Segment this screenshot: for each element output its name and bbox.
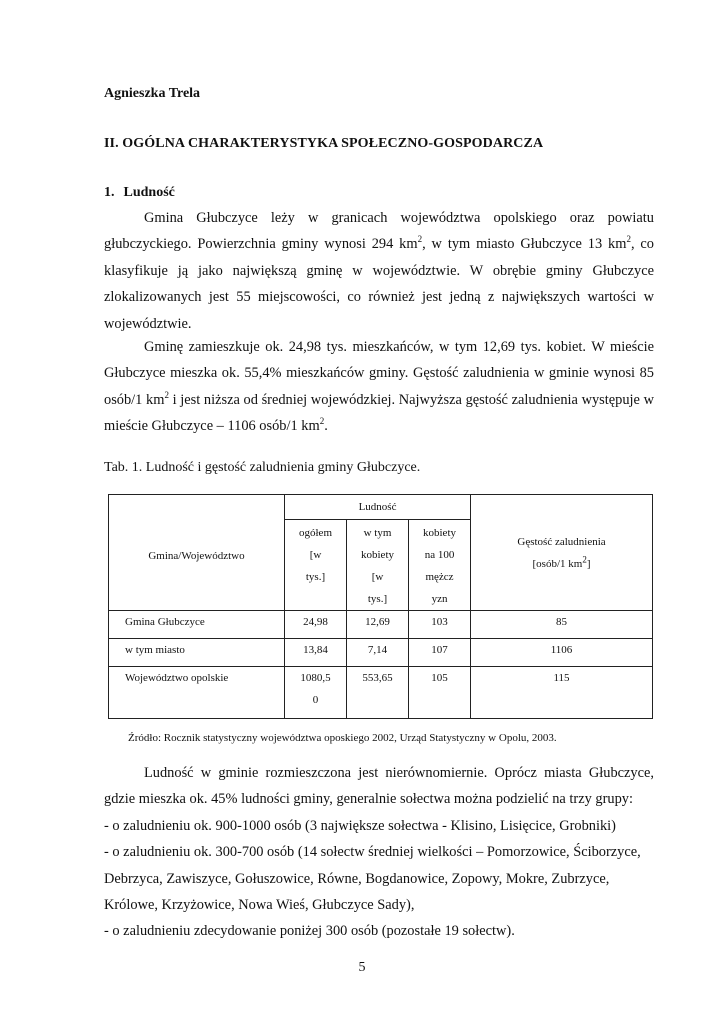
header-ratio: na 100 xyxy=(424,549,455,561)
header-ratio: mężcz xyxy=(425,571,454,583)
header-women: kobiety xyxy=(361,549,394,561)
paragraph-text: , w tym miasto Głubczyce 13 km xyxy=(422,236,627,253)
header-ratio: yzn xyxy=(431,593,448,605)
header-women: [w xyxy=(371,571,384,583)
header-name-cell xyxy=(109,495,285,611)
superscript: 2 xyxy=(626,234,631,245)
table-row xyxy=(109,639,653,667)
row-name: Gmina Głubczyce xyxy=(109,611,285,639)
paragraph-text: i jest niższa od średniej wojewódzkiej. Najwyższa gęstość zaludnienia występuje w mieście Głubczyce – 1106 osób/1 km xyxy=(104,391,654,435)
cell-ratio: 103 xyxy=(409,611,471,639)
header-name: Gmina/Województwo xyxy=(148,549,245,562)
header-total: [w xyxy=(309,549,322,561)
table-caption: Tab. 1. Ludność i gęstość zaludnienia gminy Głubczyce. xyxy=(104,460,421,475)
page-number: 5 xyxy=(358,960,366,975)
list-item: - o zaludnieniu ok. 900-1000 osób (3 największe sołectwa - Klisino, Lisięcice, Grobniki) xyxy=(104,817,616,834)
paragraph-area xyxy=(104,205,654,337)
paragraph-text: , co klasyfikuje ją jako największą gminę w województwie. W obrębie gminy Głubczyce zlokalizowanych jest 55 miejscowości, co również jest jedną z największych wartości w województwie. xyxy=(104,236,654,332)
superscript: 2 xyxy=(582,553,587,564)
row-name: w tym miasto xyxy=(109,639,285,667)
list-item: - o zaludnieniu ok. 300-700 osób (14 sołectw średniej wielkości – Pomorzowice, Ściborzyce, Debrzyca, Zawiszyce, Gołuszowice, Równe, Bogdanowice, Zopowy, Mokre, Zubrzyce, Królowe, Krzyżowice, Nowa Wieś, Głubczyce Sady), xyxy=(104,844,641,914)
header-group-label: Ludność xyxy=(358,501,397,513)
cell-total-part: 0 xyxy=(312,694,319,706)
cell-total: 13,84 xyxy=(285,639,347,667)
header-women: tys.] xyxy=(367,593,388,605)
cell-ratio: 105 xyxy=(409,667,471,719)
paragraph-distribution xyxy=(104,760,654,945)
paragraph-text: Gmina Głubczyce leży w granicach województwa opolskiego oraz powiatu głubczyckiego. Powierzchnia gminy wynosi 294 km xyxy=(104,210,654,253)
header-total: ogółem xyxy=(299,527,332,539)
section-title: Ludność xyxy=(123,185,175,200)
row-name: Województwo opolskie xyxy=(109,667,285,719)
section-number: 1. xyxy=(104,185,115,200)
paragraph-text: Gminę zamieszkuje ok. 24,98 tys. mieszkańców, w tym 12,69 tys. kobiet. W mieście Głubczyce mieszka ok. 55,4% mieszkańców gminy. Gęstość zaludnienia w gminie wynosi 85 osób/1 km xyxy=(104,339,654,408)
section-heading xyxy=(104,185,175,201)
superscript: 2 xyxy=(164,390,169,401)
table-row xyxy=(109,611,653,639)
paragraph-text: Ludność w gminie rozmieszczona jest nierównomiernie. Oprócz miasta Głubczyce, gdzie mieszka ok. 45% ludności gminy, generalnie sołectwa można podzielić na trzy grupy: xyxy=(104,765,654,808)
superscript: 2 xyxy=(417,234,423,245)
population-table xyxy=(108,494,653,719)
cell-density: 1106 xyxy=(471,639,653,667)
superscript: 2 xyxy=(319,416,325,427)
unit-text: [osób/1 km xyxy=(532,557,583,570)
list-item: - o zaludnieniu zdecydowanie poniżej 300 osób (pozostałe 19 sołectw). xyxy=(104,923,515,940)
cell-total xyxy=(285,667,347,719)
cell-total: 24,98 xyxy=(285,611,347,639)
header-ratio: kobiety xyxy=(423,527,456,539)
paragraph-text: . xyxy=(324,418,328,435)
cell-women: 553,65 xyxy=(347,667,409,719)
header-density-unit xyxy=(475,553,648,575)
author-name: Agnieszka Trela xyxy=(104,86,201,101)
cell-density: 85 xyxy=(471,611,653,639)
header-women-cell xyxy=(347,520,409,611)
header-total: tys.] xyxy=(305,571,326,583)
cell-density: 115 xyxy=(471,667,653,719)
cell-ratio: 107 xyxy=(409,639,471,667)
chapter-title: II. OGÓLNA CHARAKTERYSTYKA SPOŁECZNO-GOSPODARCZA xyxy=(104,136,544,151)
cell-women: 7,14 xyxy=(347,639,409,667)
cell-women: 12,69 xyxy=(347,611,409,639)
paragraph-line xyxy=(104,760,654,813)
table-source: Źródło: Rocznik statystyczny województwa oposkiego 2002, Urząd Statystyczny w Opolu, 2003. xyxy=(128,732,557,744)
header-density: Gęstość zaludnienia xyxy=(517,535,606,548)
header-ratio-cell xyxy=(409,520,471,611)
header-total-cell xyxy=(285,520,347,611)
header-women: w tym xyxy=(363,527,392,539)
header-group-cell xyxy=(285,495,471,520)
cell-total-part: 1080,5 xyxy=(300,672,331,684)
table-row xyxy=(109,667,653,719)
unit-text: ] xyxy=(586,557,591,570)
paragraph-population xyxy=(104,334,654,440)
header-density-cell xyxy=(471,495,653,611)
